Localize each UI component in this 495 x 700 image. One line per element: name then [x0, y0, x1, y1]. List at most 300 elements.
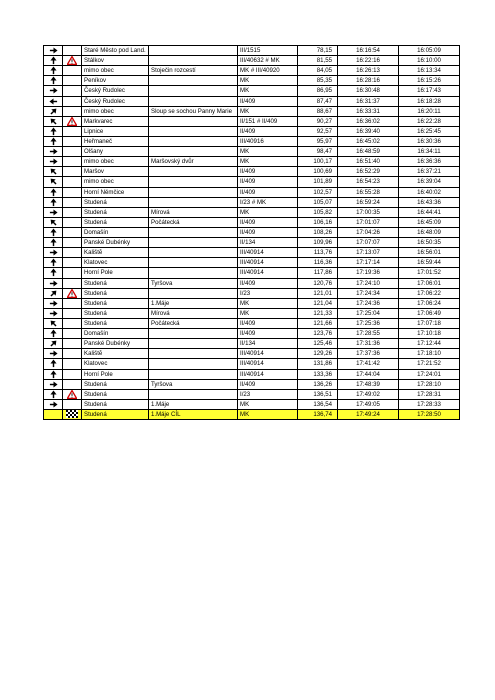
note-cell [149, 116, 238, 126]
table-row [44, 238, 460, 248]
table-row [44, 76, 460, 86]
road-cell: III/40914 [238, 248, 298, 258]
place-cell: mimo obec [82, 66, 149, 76]
time-cell: 17:28:55 [338, 329, 399, 339]
distance-cell: 136,26 [298, 379, 338, 389]
sign-cell [63, 359, 82, 369]
place-cell: mimo obec [82, 106, 149, 116]
place-cell: Horní Němčice [82, 187, 149, 197]
road-cell: II/409 [238, 96, 298, 106]
distance-cell: 121,01 [298, 288, 338, 298]
time-cell: 16:55:28 [338, 187, 399, 197]
table-row [44, 339, 460, 349]
note-cell [149, 369, 238, 379]
time-cell: 17:10:18 [399, 329, 460, 339]
arrow-up-icon [49, 371, 58, 378]
note-cell [149, 177, 238, 187]
distance-cell: 106,16 [298, 217, 338, 227]
direction-cell [44, 227, 63, 237]
note-cell: 1.Máje [149, 399, 238, 409]
sign-cell [63, 136, 82, 146]
place-cell: Studená [82, 278, 149, 288]
arrow-up-icon [49, 57, 58, 64]
distance-cell: 88,67 [298, 106, 338, 116]
table-row [44, 167, 460, 177]
table-row [44, 248, 460, 258]
direction-cell [44, 248, 63, 258]
road-cell: I/23 [238, 288, 298, 298]
sign-cell [63, 227, 82, 237]
time-cell: 16:50:35 [399, 238, 460, 248]
road-cell: III/40632 # MK [238, 56, 298, 66]
arrow-right-icon [49, 209, 58, 216]
sign-cell [63, 116, 82, 126]
direction-cell [44, 207, 63, 217]
route-table-body [44, 46, 460, 420]
time-cell: 16:05:09 [399, 46, 460, 56]
time-cell: 17:06:22 [399, 288, 460, 298]
note-cell [149, 76, 238, 86]
place-cell: Horní Pole [82, 268, 149, 278]
sign-cell [63, 339, 82, 349]
note-cell [149, 46, 238, 56]
place-cell: Studená [82, 308, 149, 318]
place-cell: Studená [82, 288, 149, 298]
place-cell: Klatovec [82, 258, 149, 268]
time-cell: 17:49:24 [338, 409, 399, 419]
time-cell: 17:24:10 [338, 278, 399, 288]
direction-cell [44, 389, 63, 399]
distance-cell: 120,76 [298, 278, 338, 288]
sign-cell [63, 248, 82, 258]
table-row [44, 349, 460, 359]
place-cell: Lipnice [82, 126, 149, 136]
direction-cell [44, 278, 63, 288]
note-cell [149, 349, 238, 359]
direction-cell [44, 399, 63, 409]
distance-cell: 113,76 [298, 248, 338, 258]
note-cell [149, 359, 238, 369]
time-cell: 16:39:04 [399, 177, 460, 187]
distance-cell: 105,07 [298, 197, 338, 207]
direction-cell [44, 66, 63, 76]
time-cell: 17:41:42 [338, 359, 399, 369]
table-row [44, 66, 460, 76]
direction-cell [44, 76, 63, 86]
note-cell [149, 329, 238, 339]
direction-cell [44, 197, 63, 207]
road-cell: II/409 [238, 379, 298, 389]
time-cell: 17:07:18 [399, 318, 460, 328]
arrow-up-icon [49, 361, 58, 368]
note-cell [149, 86, 238, 96]
time-cell: 16:48:59 [338, 147, 399, 157]
place-cell: Peníkov [82, 76, 149, 86]
table-row [44, 197, 460, 207]
time-cell: 17:21:52 [399, 359, 460, 369]
sign-cell [63, 389, 82, 399]
time-cell: 16:59:24 [338, 197, 399, 207]
road-cell: MK [238, 157, 298, 167]
arrow-up-icon [49, 229, 58, 236]
sign-cell [63, 86, 82, 96]
distance-cell: 117,86 [298, 268, 338, 278]
arrow-up-icon [49, 270, 58, 277]
distance-cell: 100,69 [298, 167, 338, 177]
time-cell: 17:07:07 [338, 238, 399, 248]
arrow-up-icon [49, 67, 58, 74]
distance-cell: 123,76 [298, 329, 338, 339]
note-cell: Tyršova [149, 379, 238, 389]
road-cell: III/40914 [238, 349, 298, 359]
road-cell: II/409 [238, 227, 298, 237]
finish-flag-icon [66, 411, 78, 418]
warning-icon [67, 118, 77, 125]
note-cell [149, 136, 238, 146]
distance-cell: 85,35 [298, 76, 338, 86]
sign-cell [63, 177, 82, 187]
time-cell: 17:19:36 [338, 268, 399, 278]
distance-cell: 90,27 [298, 116, 338, 126]
note-cell: Sloup se sochou Panny Marie [149, 106, 238, 116]
distance-cell: 121,33 [298, 308, 338, 318]
time-cell: 17:49:02 [338, 389, 399, 399]
distance-cell: 108,26 [298, 227, 338, 237]
note-cell: Mírová [149, 308, 238, 318]
note-cell: Stoječin rozcestí [149, 66, 238, 76]
table-row [44, 86, 460, 96]
time-cell: 16:36:36 [399, 157, 460, 167]
table-row [44, 268, 460, 278]
table-row [44, 288, 460, 298]
time-cell: 16:51:40 [338, 157, 399, 167]
table-row [44, 116, 460, 126]
time-cell: 16:25:45 [399, 126, 460, 136]
place-cell: Klatovec [82, 359, 149, 369]
arrow-up-icon [49, 189, 58, 196]
note-cell [149, 167, 238, 177]
road-cell: I/23 [238, 389, 298, 399]
place-cell: Studená [82, 389, 149, 399]
sign-cell [63, 268, 82, 278]
distance-cell: 98,47 [298, 147, 338, 157]
warning-icon [67, 57, 77, 64]
sign-cell [63, 288, 82, 298]
road-cell: III/40914 [238, 369, 298, 379]
road-cell: MK # III/40920 [238, 66, 298, 76]
note-cell: 1.Máje CÍL [149, 409, 238, 419]
sign-cell [63, 329, 82, 339]
road-cell: II/409 [238, 167, 298, 177]
road-cell: II/134 [238, 339, 298, 349]
distance-cell: 102,57 [298, 187, 338, 197]
time-cell: 16:39:40 [338, 126, 399, 136]
note-cell: Počátecká [149, 217, 238, 227]
route-table [43, 45, 460, 420]
arrow-up-icon [49, 138, 58, 145]
table-row [44, 157, 460, 167]
road-cell: III/40916 [238, 136, 298, 146]
time-cell: 17:28:50 [399, 409, 460, 419]
time-cell: 17:24:34 [338, 288, 399, 298]
time-cell: 17:24:01 [399, 369, 460, 379]
direction-cell [44, 46, 63, 56]
direction-cell [44, 136, 63, 146]
direction-cell [44, 268, 63, 278]
direction-cell [44, 167, 63, 177]
note-cell [149, 238, 238, 248]
note-cell [149, 389, 238, 399]
time-cell: 16:52:29 [338, 167, 399, 177]
distance-cell: 109,96 [298, 238, 338, 248]
table-row [44, 217, 460, 227]
time-cell: 16:36:02 [338, 116, 399, 126]
time-cell: 16:54:23 [338, 177, 399, 187]
distance-cell: 92,57 [298, 126, 338, 136]
road-cell: MK [238, 86, 298, 96]
road-cell: II/409 [238, 278, 298, 288]
sign-cell [63, 157, 82, 167]
distance-cell: 131,86 [298, 359, 338, 369]
time-cell: 16:31:37 [338, 96, 399, 106]
direction-cell [44, 349, 63, 359]
table-row [44, 298, 460, 308]
note-cell: Maršovský dvůr [149, 157, 238, 167]
table-row [44, 318, 460, 328]
distance-cell: 101,89 [298, 177, 338, 187]
direction-cell [44, 288, 63, 298]
arrow-right-icon [49, 381, 58, 388]
sign-cell [63, 197, 82, 207]
time-cell: 17:01:07 [338, 217, 399, 227]
direction-cell [44, 318, 63, 328]
arrow-left-icon [49, 98, 58, 105]
arrow-up-right-icon [49, 340, 58, 347]
distance-cell: 136,54 [298, 399, 338, 409]
sign-cell [63, 106, 82, 116]
place-cell: Studená [82, 207, 149, 217]
table-row [44, 96, 460, 106]
arrow-up-right-icon [49, 290, 58, 297]
note-cell [149, 258, 238, 268]
arrow-right-icon [49, 350, 58, 357]
time-cell: 16:59:44 [399, 258, 460, 268]
sign-cell [63, 96, 82, 106]
road-cell: III/40914 [238, 268, 298, 278]
place-cell: Maršov [82, 167, 149, 177]
time-cell: 16:56:01 [399, 248, 460, 258]
direction-cell [44, 369, 63, 379]
arrow-up-icon [49, 77, 58, 84]
road-cell: II/409 [238, 177, 298, 187]
time-cell: 17:13:07 [338, 248, 399, 258]
place-cell: Studená [82, 399, 149, 409]
table-row [44, 379, 460, 389]
arrow-up-icon [49, 330, 58, 337]
sign-cell [63, 308, 82, 318]
place-cell: Panské Dubénky [82, 238, 149, 248]
place-cell: Studená [82, 197, 149, 207]
arrow-up-icon [49, 128, 58, 135]
table-row [44, 207, 460, 217]
time-cell: 16:30:48 [338, 86, 399, 96]
arrow-right-icon [49, 148, 58, 155]
time-cell: 16:48:09 [399, 227, 460, 237]
arrow-right-icon [49, 300, 58, 307]
sign-cell [63, 217, 82, 227]
distance-cell: 100,17 [298, 157, 338, 167]
table-row [44, 278, 460, 288]
table-row [44, 177, 460, 187]
time-cell: 16:22:28 [399, 116, 460, 126]
distance-cell: 121,04 [298, 298, 338, 308]
place-cell: Domašín [82, 329, 149, 339]
place-cell: Studená [82, 409, 149, 419]
direction-cell [44, 379, 63, 389]
road-cell: MK [238, 308, 298, 318]
direction-cell [44, 96, 63, 106]
sign-cell [63, 369, 82, 379]
sign-cell [63, 318, 82, 328]
place-cell: Studená [82, 379, 149, 389]
road-cell: MK [238, 106, 298, 116]
time-cell: 17:17:14 [338, 258, 399, 268]
place-cell: Domašín [82, 227, 149, 237]
place-cell: mimo obec [82, 177, 149, 187]
time-cell: 17:24:36 [338, 298, 399, 308]
direction-cell [44, 339, 63, 349]
direction-cell [44, 56, 63, 66]
table-row [44, 147, 460, 157]
time-cell: 17:00:35 [338, 207, 399, 217]
note-cell [149, 339, 238, 349]
road-cell: III/1515 [238, 46, 298, 56]
distance-cell: 125,46 [298, 339, 338, 349]
sign-cell [63, 167, 82, 177]
place-cell: Studená [82, 217, 149, 227]
place-cell: Markvarec [82, 116, 149, 126]
distance-cell: 105,82 [298, 207, 338, 217]
sign-cell [63, 379, 82, 389]
table-row [44, 308, 460, 318]
distance-cell: 81,55 [298, 56, 338, 66]
time-cell: 17:49:05 [338, 399, 399, 409]
distance-cell: 121,66 [298, 318, 338, 328]
place-cell: Panské Dubénky [82, 339, 149, 349]
time-cell: 17:28:31 [399, 389, 460, 399]
direction-cell [44, 116, 63, 126]
place-cell: mimo obec [82, 157, 149, 167]
time-cell: 16:43:36 [399, 197, 460, 207]
distance-cell: 116,36 [298, 258, 338, 268]
direction-cell [44, 329, 63, 339]
time-cell: 17:06:49 [399, 308, 460, 318]
note-cell [149, 288, 238, 298]
time-cell: 16:16:54 [338, 46, 399, 56]
road-cell: I/23 # MK [238, 197, 298, 207]
road-cell: II/151 # II/409 [238, 116, 298, 126]
time-cell: 16:22:16 [338, 56, 399, 66]
table-row [44, 227, 460, 237]
table-row [44, 399, 460, 409]
road-cell: II/409 [238, 318, 298, 328]
note-cell [149, 126, 238, 136]
road-cell: MK [238, 409, 298, 419]
arrow-up-icon [49, 259, 58, 266]
time-cell: 17:28:10 [399, 379, 460, 389]
time-cell: 16:17:43 [399, 86, 460, 96]
arrow-right-icon [49, 280, 58, 287]
table-row [44, 106, 460, 116]
time-cell: 16:40:02 [399, 187, 460, 197]
distance-cell: 136,74 [298, 409, 338, 419]
sign-cell [63, 349, 82, 359]
sign-cell [63, 298, 82, 308]
note-cell [149, 96, 238, 106]
place-cell: Kalištĕ [82, 349, 149, 359]
time-cell: 16:26:13 [338, 66, 399, 76]
road-cell: MK [238, 147, 298, 157]
time-cell: 16:34:11 [399, 147, 460, 157]
road-cell: II/134 [238, 238, 298, 248]
note-cell [149, 248, 238, 258]
distance-cell: 78,15 [298, 46, 338, 56]
arrow-up-icon [49, 391, 58, 398]
time-cell: 17:44:04 [338, 369, 399, 379]
sign-cell [63, 258, 82, 268]
road-cell: II/409 [238, 329, 298, 339]
arrow-up-left-icon [49, 219, 58, 226]
place-cell: Studená [82, 298, 149, 308]
sign-cell [63, 399, 82, 409]
distance-cell: 133,36 [298, 369, 338, 379]
sign-cell [63, 56, 82, 66]
direction-cell [44, 298, 63, 308]
direction-cell [44, 217, 63, 227]
arrow-right-icon [49, 401, 58, 408]
direction-cell [44, 187, 63, 197]
sign-cell [63, 76, 82, 86]
table-row [44, 359, 460, 369]
sign-cell [63, 238, 82, 248]
arrow-up-left-icon [49, 118, 58, 125]
road-cell: MK [238, 207, 298, 217]
arrow-right-icon [49, 47, 58, 54]
road-cell: II/409 [238, 187, 298, 197]
time-cell: 17:25:36 [338, 318, 399, 328]
sign-cell [63, 278, 82, 288]
time-cell: 16:37:21 [399, 167, 460, 177]
arrow-up-left-icon [49, 320, 58, 327]
time-cell: 16:10:00 [399, 56, 460, 66]
time-cell: 16:15:26 [399, 76, 460, 86]
road-cell: II/409 [238, 126, 298, 136]
road-cell: MK [238, 298, 298, 308]
arrow-up-left-icon [49, 168, 58, 175]
table-row [44, 409, 460, 419]
direction-cell [44, 157, 63, 167]
direction-cell [44, 147, 63, 157]
table-row [44, 258, 460, 268]
table-row [44, 136, 460, 146]
sign-cell [63, 147, 82, 157]
note-cell [149, 56, 238, 66]
sign-cell [63, 207, 82, 217]
arrow-right-icon [49, 158, 58, 165]
distance-cell: 87,47 [298, 96, 338, 106]
direction-cell [44, 359, 63, 369]
distance-cell: 84,05 [298, 66, 338, 76]
